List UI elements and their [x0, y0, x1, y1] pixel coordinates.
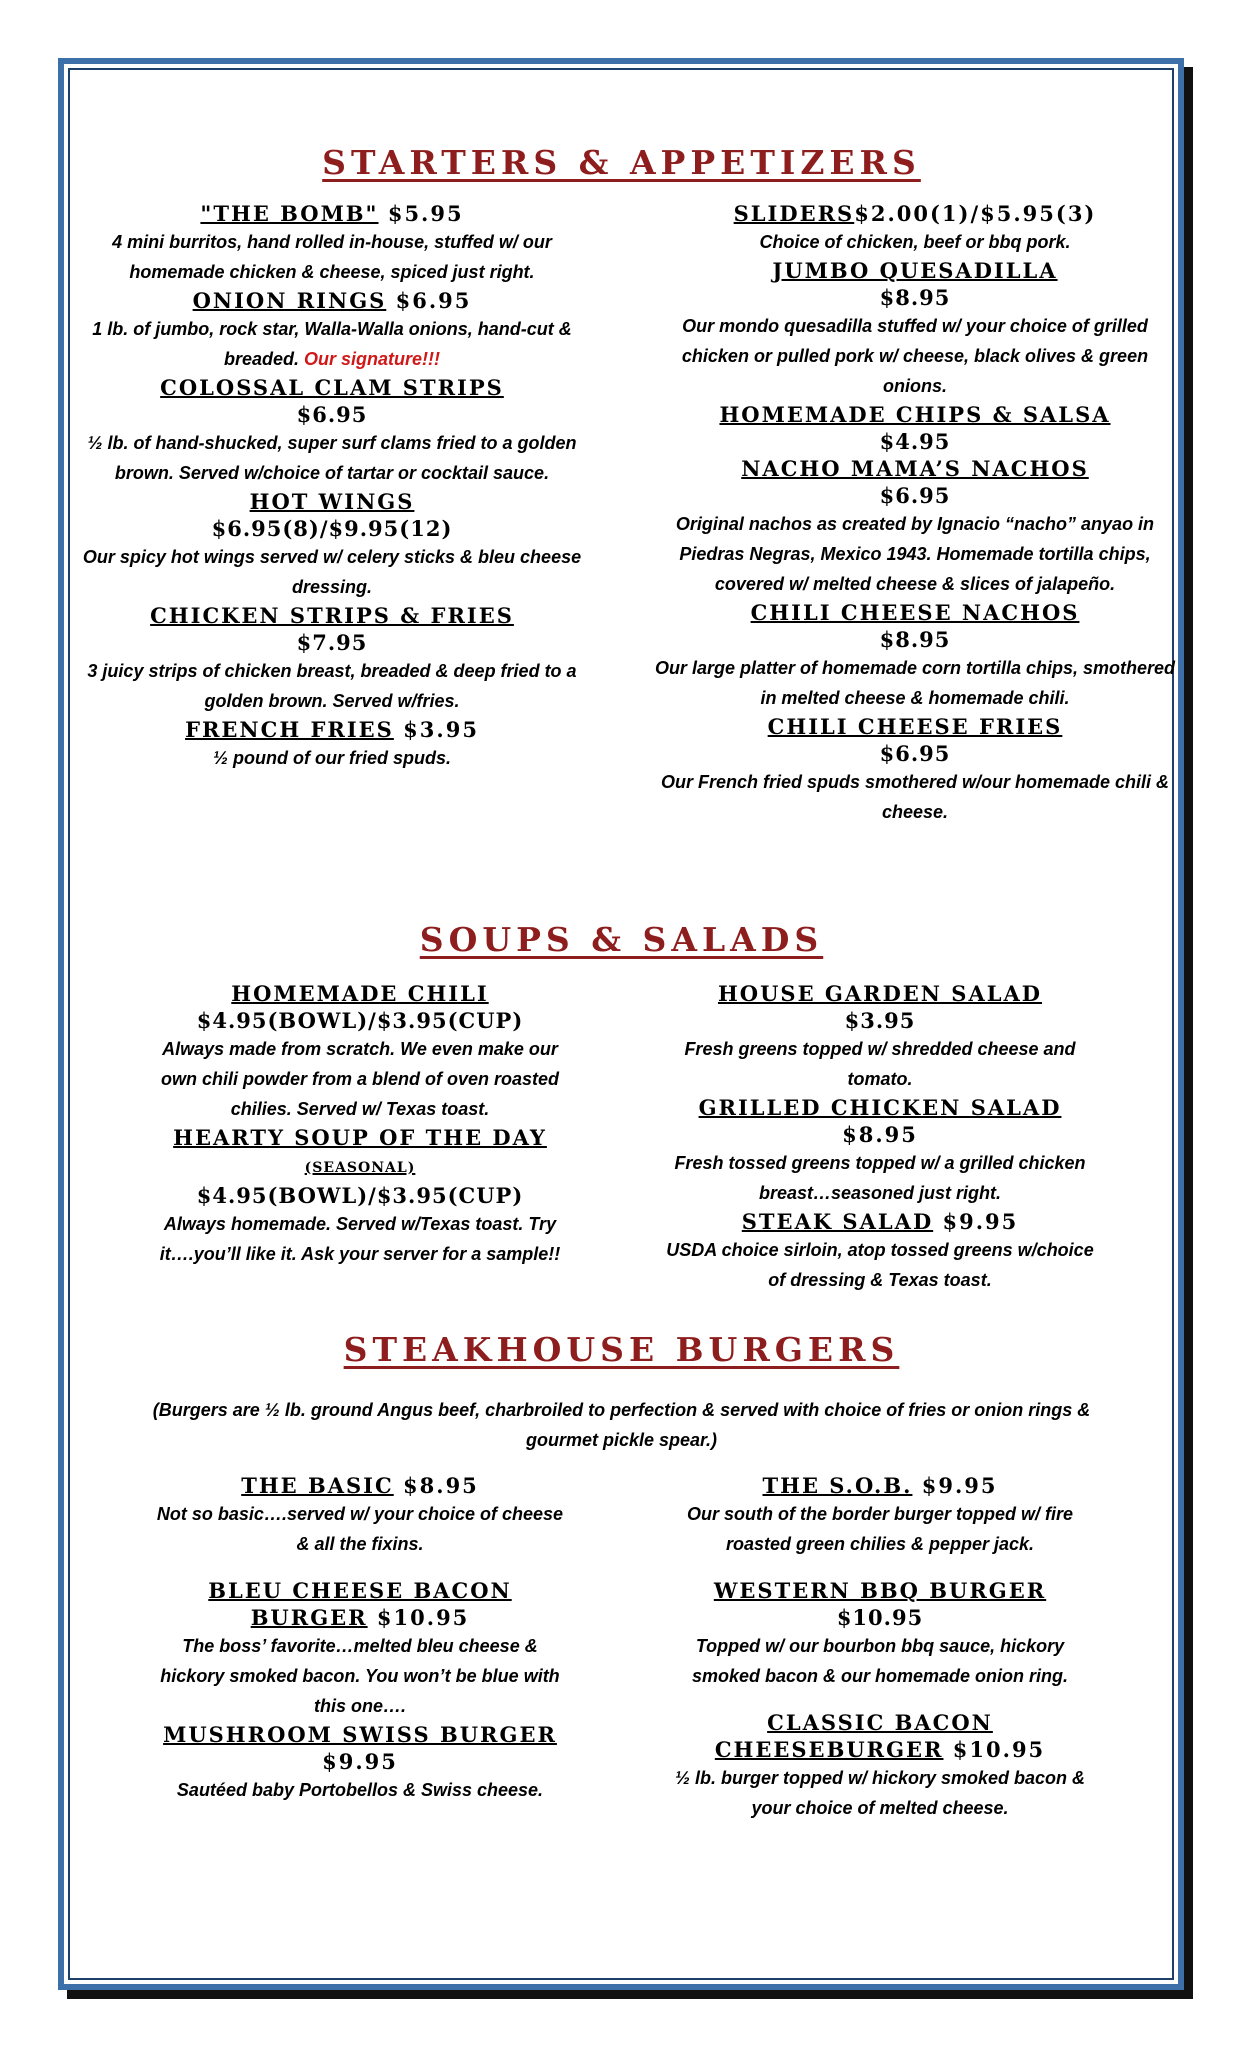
section-title-starters: STARTERS & APPETIZERS — [322, 143, 921, 182]
menu-item-french-fries — [72, 716, 592, 773]
item-price: $4.95(BOWL)/$3.95(CUP) — [196, 1008, 524, 1033]
menu-item-garden-salad — [660, 980, 1100, 1094]
item-name: CHILI CHEESE NACHOS — [750, 600, 1080, 625]
starters-left-column — [72, 200, 592, 773]
menu-item-quesadilla — [650, 257, 1180, 401]
item-price: $9.95 — [942, 1209, 1019, 1234]
item-price: $7.95 — [296, 630, 368, 655]
menu-item-western-bbq — [660, 1577, 1100, 1691]
menu-item-soup-of-day — [150, 1124, 570, 1269]
item-price: $3.95 — [844, 1008, 916, 1033]
item-name: HOT WINGS — [249, 489, 415, 514]
item-desc: Sautéed baby Portobellos & Swiss cheese. — [176, 1780, 544, 1800]
item-name: CHICKEN STRIPS & FRIES — [150, 603, 514, 628]
menu-item-mushroom-swiss — [150, 1721, 570, 1805]
item-name: STEAK SALAD — [741, 1209, 934, 1234]
item-price: $8.95 — [879, 285, 951, 310]
item-name: GRILLED CHICKEN SALAD — [698, 1095, 1062, 1120]
item-price: $4.95 — [879, 429, 951, 454]
item-price: $8.95 — [879, 627, 951, 652]
item-price: $9.95 — [921, 1473, 998, 1498]
menu-item-classic-bacon — [660, 1709, 1100, 1823]
menu-item-the-bomb — [72, 200, 592, 287]
item-name: "THE BOMB" — [200, 201, 379, 226]
item-name: FRENCH FRIES — [185, 717, 394, 742]
menu-item-clam-strips — [72, 374, 592, 488]
item-price: $6.95 — [879, 741, 951, 766]
item-price: $8.95 — [842, 1122, 918, 1147]
item-desc: Topped w/ our bourbon bbq sauce, hickory smoked bacon & our homemade onion ring. — [691, 1636, 1069, 1686]
item-price: $6.95 — [296, 402, 368, 427]
item-desc: Choice of chicken, beef or bbq pork. — [759, 232, 1071, 252]
item-desc: 1 lb. of jumbo, rock star, Walla-Walla onions, hand-cut & breaded. — [92, 319, 572, 369]
item-name: COLOSSAL CLAM STRIPS — [160, 375, 504, 400]
item-price: $5.95 — [387, 201, 464, 226]
menu-item-nacho-mamas — [650, 455, 1180, 599]
section-title-soups: SOUPS & SALADS — [419, 920, 824, 959]
item-name: THE BASIC — [241, 1473, 394, 1498]
item-price: $8.95 — [403, 1473, 479, 1498]
item-price: $10.95 — [376, 1605, 470, 1630]
item-price: $10.95 — [952, 1737, 1046, 1762]
menu-item-chicken-strips — [72, 602, 592, 716]
item-price: $6.95(8)/$9.95(12) — [211, 516, 453, 541]
item-name: HOMEMADE CHILI — [231, 981, 489, 1006]
item-price: $2.00(1)/$5.95(3) — [854, 201, 1097, 226]
burgers-note: (Burgers are ½ lb. ground Angus beef, charbroiled to perfection & served with choice of fries or onion rings & gourmet pickle spear.) — [152, 1400, 1091, 1450]
menu-item-sob — [660, 1472, 1100, 1559]
item-desc: 4 mini burritos, hand rolled in-house, stuffed w/ our homemade chicken & cheese, spiced just right. — [112, 232, 552, 282]
menu-item-bleu-cheese-bacon — [150, 1577, 570, 1721]
menu-item-grilled-chicken-salad — [660, 1094, 1100, 1208]
item-name: NACHO MAMA’S NACHOS — [741, 456, 1089, 481]
item-name: ONION RINGS — [192, 288, 387, 313]
item-name: HOMEMADE CHIPS & SALSA — [719, 402, 1111, 427]
burgers-left-column — [150, 1472, 570, 1805]
starters-right-column — [650, 200, 1180, 827]
soups-right-column — [660, 980, 1100, 1295]
menu-item-chili-cheese-nachos — [650, 599, 1180, 713]
menu-item-the-basic — [150, 1472, 570, 1559]
item-desc: ½ pound of our fried spuds. — [213, 748, 451, 768]
menu-item-hot-wings — [72, 488, 592, 602]
menu-item-sliders — [650, 200, 1180, 257]
seasonal-label: (SEASONAL) — [304, 1160, 416, 1176]
item-price: $4.95(BOWL)/$3.95(CUP) — [196, 1183, 524, 1208]
item-price: $9.95 — [322, 1749, 398, 1774]
menu-item-onion-rings — [72, 287, 592, 374]
item-desc: Our mondo quesadilla stuffed w/ your choice of grilled chicken or pulled pork w/ cheese, black olives & green onions. — [681, 316, 1149, 396]
section-title-burgers: STEAKHOUSE BURGERS — [343, 1330, 900, 1369]
item-desc: Fresh tossed greens topped w/ a grilled chicken breast…seasoned just right. — [674, 1153, 1086, 1203]
item-name: HEARTY SOUP OF THE DAY — [173, 1125, 547, 1150]
item-name: CHILI CHEESE FRIES — [767, 714, 1063, 739]
item-desc: ½ lb. of hand-shucked, super surf clams fried to a golden brown. Served w/choice of tartar or cocktail sauce. — [87, 433, 577, 483]
item-name: SLIDERS — [733, 201, 855, 226]
menu-item-steak-salad — [660, 1208, 1100, 1295]
item-price: $10.95 — [836, 1605, 924, 1630]
menu-item-chili-cheese-fries — [650, 713, 1180, 827]
menu-item-chips-salsa — [650, 401, 1180, 455]
item-desc: Our French fried spuds smothered w/our homemade chili & cheese. — [660, 772, 1170, 822]
item-desc: Our spicy hot wings served w/ celery sticks & bleu cheese dressing. — [82, 547, 582, 597]
item-desc: ½ lb. burger topped w/ hickory smoked bacon & your choice of melted cheese. — [674, 1768, 1086, 1818]
item-desc: Our large platter of homemade corn tortilla chips, smothered in melted cheese & homemade chili. — [654, 658, 1176, 708]
item-price: $6.95 — [395, 288, 472, 313]
signature-note: Our signature!!! — [304, 349, 441, 369]
item-desc: USDA choice sirloin, atop tossed greens w/choice of dressing & Texas toast. — [666, 1240, 1094, 1290]
item-name: BLEU CHEESE BACON BURGER — [208, 1578, 512, 1630]
item-name: JUMBO QUESADILLA — [772, 258, 1058, 283]
menu-item-homemade-chili — [150, 980, 570, 1124]
item-name: THE S.O.B. — [762, 1473, 913, 1498]
item-name: WESTERN BBQ BURGER — [713, 1578, 1047, 1603]
item-desc: Not so basic….served w/ your choice of cheese & all the fixins. — [156, 1504, 564, 1554]
item-desc: Always made from scratch. We even make our own chili powder from a blend of oven roasted chilies. Served w/ Texas toast. — [160, 1039, 560, 1119]
item-desc: Always homemade. Served w/Texas toast. Try it….you’ll like it. Ask your server for a sample!! — [159, 1214, 561, 1264]
item-desc: The boss’ favorite…melted bleu cheese & hickory smoked bacon. You won’t be blue with this one…. — [160, 1636, 560, 1716]
item-name: CLASSIC BACON CHEESEBURGER — [714, 1710, 993, 1762]
item-price: $3.95 — [403, 717, 479, 742]
soups-left-column — [150, 980, 570, 1269]
item-name: HOUSE GARDEN SALAD — [717, 981, 1043, 1006]
item-desc: Original nachos as created by Ignacio “nacho” anyao in Piedras Negras, Mexico 1943. Homemade tortilla chips, covered w/ melted cheese & slices of jalapeño. — [675, 514, 1155, 594]
item-desc: Fresh greens topped w/ shredded cheese and tomato. — [684, 1039, 1076, 1089]
item-desc: 3 juicy strips of chicken breast, breaded & deep fried to a golden brown. Served w/fries. — [87, 661, 577, 711]
item-name: MUSHROOM SWISS BURGER — [163, 1722, 557, 1747]
burgers-right-column — [660, 1472, 1100, 1823]
item-price: $6.95 — [879, 483, 951, 508]
item-desc: Our south of the border burger topped w/ fire roasted green chilies & pepper jack. — [687, 1504, 1073, 1554]
